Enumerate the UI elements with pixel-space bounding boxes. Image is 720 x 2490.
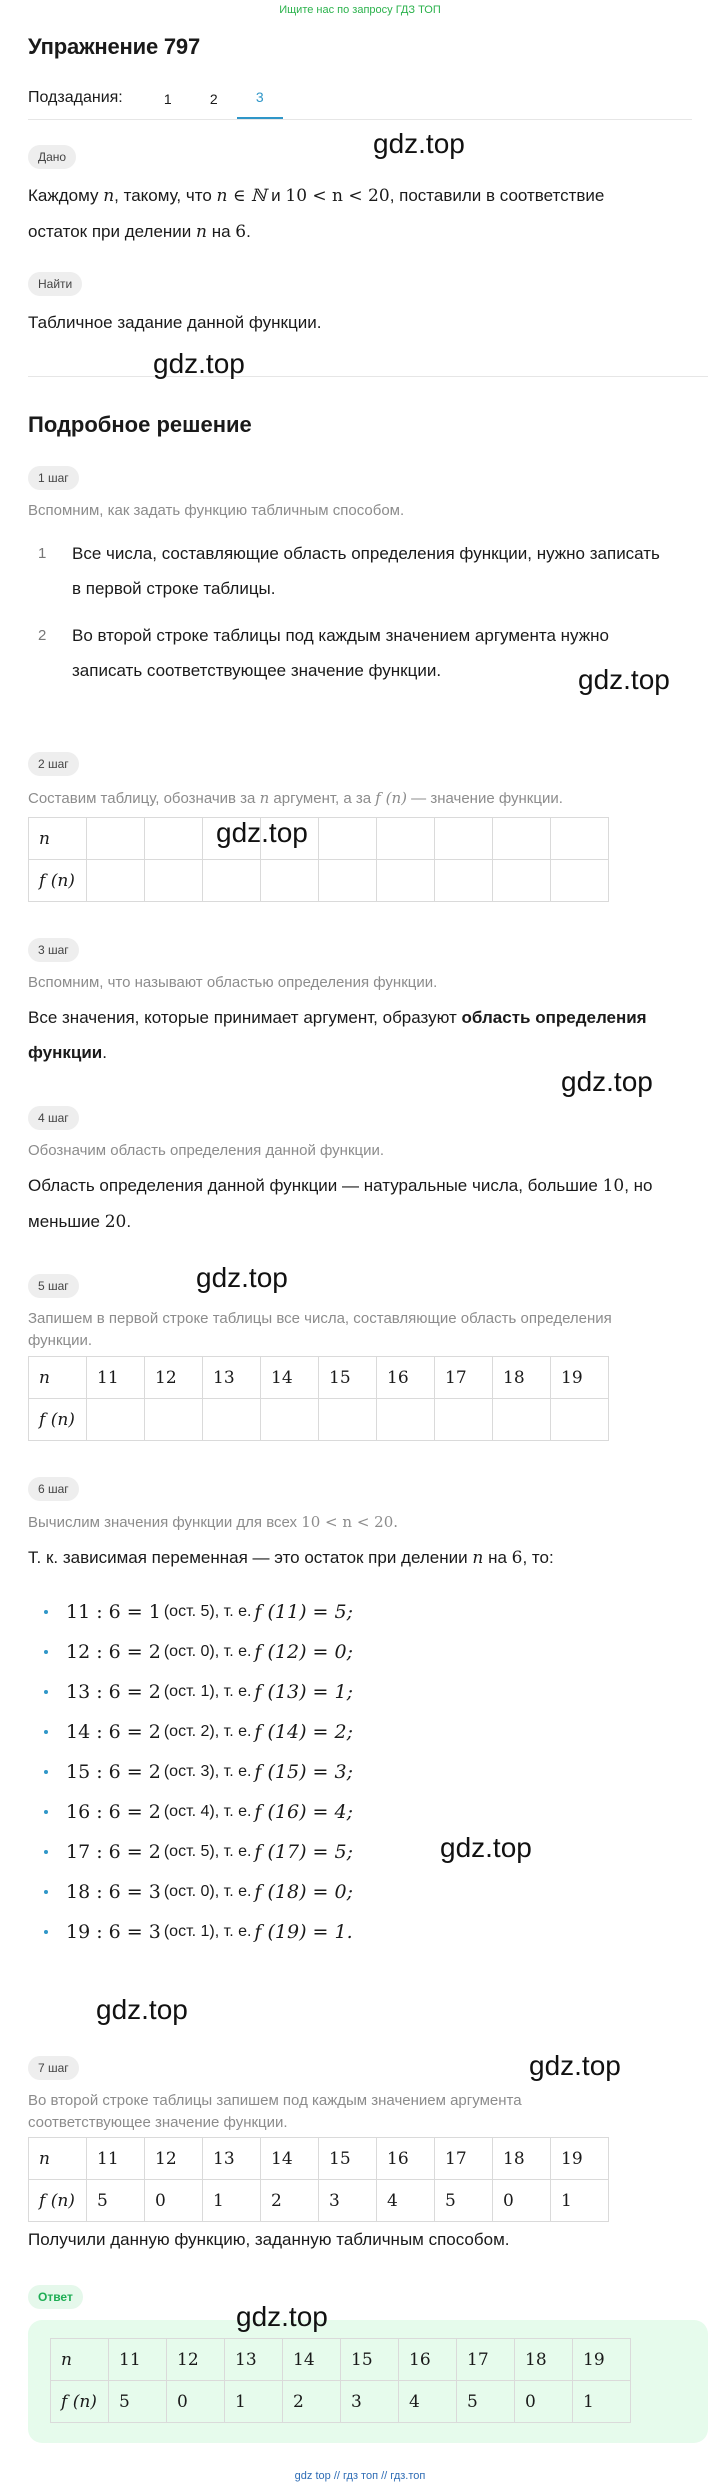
calc-eq: 11 : 6 = 1 xyxy=(66,1601,161,1623)
step4-dot: . xyxy=(126,1212,132,1231)
table-row xyxy=(29,1357,609,1399)
calc-rem: (ост. 0), т. е. xyxy=(163,1883,252,1900)
watermark: gdz.top xyxy=(578,664,670,695)
table-cell: 11 xyxy=(87,1357,145,1399)
table-cell: 19 xyxy=(551,1357,609,1399)
calc-rem: (ост. 0), т. е. xyxy=(163,1643,252,1660)
calc-rem: (ост. 5), т. е. xyxy=(163,1843,252,1860)
calc-res-text: f (18) = 0; xyxy=(254,1881,353,1903)
footer-sep: // xyxy=(333,2470,340,2482)
table-cell: 13 xyxy=(203,2138,261,2180)
calc-eq: 18 : 6 = 3 xyxy=(66,1881,161,1903)
table-cell: 15 xyxy=(319,2138,377,2180)
bullet-dot xyxy=(44,1610,48,1614)
bullet-dot xyxy=(44,1650,48,1654)
list-item-line1: Все числа, составляющие область определения функции, нужно записать xyxy=(72,544,660,563)
step4-muted: Обозначим область определения данной функции. xyxy=(28,1142,385,1159)
calc-res xyxy=(254,1881,353,1903)
table-cell: 1 xyxy=(573,2381,631,2423)
given-n: n xyxy=(103,186,115,206)
step3-bold1: область определения xyxy=(461,1008,647,1027)
table-cell: 18 xyxy=(515,2339,573,2381)
empty-table xyxy=(28,817,609,902)
tab-3[interactable]: 3 xyxy=(237,89,283,119)
step7-muted2: соответствующее значение функции. xyxy=(28,2114,288,2131)
step5-muted2: функции. xyxy=(28,1332,93,1349)
calc-eq: 13 : 6 = 2 xyxy=(66,1681,161,1703)
table-cell-fn: f (n) xyxy=(51,2381,109,2423)
bullet-dot xyxy=(44,1810,48,1814)
step7-muted xyxy=(28,2090,708,2134)
watermark: gdz.top xyxy=(153,348,245,379)
watermark: gdz.top xyxy=(529,2050,621,2081)
table-cell: 17 xyxy=(435,2138,493,2180)
list-item-num: 1 xyxy=(38,545,47,562)
list-item xyxy=(28,536,708,606)
given-t2: , такому, что xyxy=(114,186,212,205)
find-text: Табличное задание данной функции. xyxy=(28,313,322,332)
list-item xyxy=(28,1672,353,1712)
step6-six: 6 xyxy=(511,1548,523,1568)
table-cell: 18 xyxy=(493,2138,551,2180)
table-row xyxy=(29,1399,609,1441)
table-row xyxy=(51,2381,631,2423)
given-line2b: на xyxy=(211,222,231,241)
calc-res xyxy=(254,1761,353,1783)
step2-muted-b: аргумент, а за xyxy=(273,790,372,807)
tab-1[interactable]: 1 xyxy=(163,91,172,107)
calc-eq: 19 : 6 = 3 xyxy=(66,1921,161,1943)
divider xyxy=(28,376,708,377)
calc-rem: (ост. 5), т. е. xyxy=(163,1603,252,1620)
step6-muted-math: 10 < n < 20. xyxy=(301,1513,399,1531)
table-row xyxy=(29,860,609,902)
subtasks-label: Подзадания: xyxy=(28,89,123,106)
table-cell: 13 xyxy=(203,1357,261,1399)
list-item xyxy=(28,1832,353,1872)
calc-rem: (ост. 1), т. е. xyxy=(163,1683,252,1700)
bullet-dot xyxy=(44,1890,48,1894)
given-line2a: остаток при делении xyxy=(28,222,192,241)
find-pill: Найти xyxy=(28,272,82,296)
table-row xyxy=(29,2180,609,2222)
bullet-dot xyxy=(44,1930,48,1934)
footer xyxy=(0,2470,720,2482)
table-cell: 11 xyxy=(109,2339,167,2381)
step5-muted1: Запишем в первой строке таблицы все числа, составляющие область определения xyxy=(28,1310,612,1327)
table-cell: 16 xyxy=(377,2138,435,2180)
find-section xyxy=(28,272,82,296)
watermark: gdz.top xyxy=(561,1066,653,1097)
table-cell: 16 xyxy=(399,2339,457,2381)
args-table xyxy=(28,1356,609,1441)
list-item xyxy=(28,1752,353,1792)
footer-link-b[interactable]: гдз топ xyxy=(343,2470,379,2482)
table-cell: 4 xyxy=(377,2180,435,2222)
step6-t3: , то: xyxy=(522,1548,554,1567)
step7-text: Получили данную функцию, заданную табличным способом. xyxy=(28,2230,510,2249)
table-cell: 13 xyxy=(225,2339,283,2381)
table-cell: 0 xyxy=(515,2381,573,2423)
table-cell: 12 xyxy=(145,2138,203,2180)
footer-sep: // xyxy=(381,2470,388,2482)
solution-title: Подробное решение xyxy=(28,412,252,437)
table-row xyxy=(51,2339,631,2381)
list-item-line1: Во второй строке таблицы под каждым значением аргумента нужно xyxy=(72,626,609,645)
table-row xyxy=(29,818,609,860)
table-cell: 12 xyxy=(145,1357,203,1399)
table-cell: 15 xyxy=(319,1357,377,1399)
step2-muted-c: — значение функции. xyxy=(411,790,563,807)
table-cell: 0 xyxy=(493,2180,551,2222)
step3-muted: Вспомним, что называют областью определения функции. xyxy=(28,974,438,991)
step6-n: n xyxy=(472,1548,484,1568)
table-cell: 14 xyxy=(283,2339,341,2381)
given-cond: n ∈ ℕ xyxy=(216,186,267,206)
result-table xyxy=(28,2137,609,2222)
step7-muted1: Во второй строке таблицы запишем под каждым значением аргумента xyxy=(28,2092,522,2109)
step6-muted xyxy=(28,1511,398,1534)
step4-t1: Область определения данной функции — натуральные числа, большие xyxy=(28,1176,598,1195)
step6-pill: 6 шаг xyxy=(28,1477,79,1501)
calc-eq: 12 : 6 = 2 xyxy=(66,1641,161,1663)
given-and: и xyxy=(271,186,281,205)
calc-res xyxy=(254,1681,353,1703)
list-item-line2: записать соответствующее значение функции. xyxy=(72,661,442,680)
list-item xyxy=(28,1712,353,1752)
bullet-dot xyxy=(44,1770,48,1774)
step2-pill: 2 шаг xyxy=(28,752,79,776)
step3-text xyxy=(28,1000,708,1070)
table-cell-n: n xyxy=(29,818,87,860)
table-cell: 1 xyxy=(551,2180,609,2222)
watermark: gdz.top xyxy=(96,1994,188,2025)
given-pill: Дано xyxy=(28,145,76,169)
calc-res-text: f (17) = 5; xyxy=(254,1841,353,1863)
calc-res xyxy=(254,1841,353,1863)
step6-text xyxy=(28,1540,554,1576)
step6-t2: на xyxy=(488,1548,507,1567)
step1-pill: 1 шаг xyxy=(28,466,79,490)
step4-comma: , но xyxy=(624,1176,653,1195)
table-cell: 14 xyxy=(261,2138,319,2180)
calc-res xyxy=(254,1801,353,1823)
table-cell-fn: f (n) xyxy=(29,1399,87,1441)
step2-fn: f (n) xyxy=(375,789,407,807)
calc-res-text: f (16) = 4; xyxy=(254,1801,353,1823)
step4-twenty: 20 xyxy=(104,1212,127,1232)
step4-ten: 10 xyxy=(602,1176,625,1196)
bullet-dot xyxy=(44,1850,48,1854)
list-item xyxy=(28,1912,353,1952)
watermark: gdz.top xyxy=(216,817,308,848)
table-cell: 12 xyxy=(167,2339,225,2381)
calc-res-text: f (15) = 3; xyxy=(254,1761,353,1783)
step3-t1: Все значения, которые принимает аргумент, образуют xyxy=(28,1008,457,1027)
step1-muted: Вспомним, как задать функцию табличным способом. xyxy=(28,502,405,519)
table-cell: 17 xyxy=(435,1357,493,1399)
table-cell: 0 xyxy=(167,2381,225,2423)
table-cell-n: n xyxy=(29,1357,87,1399)
calc-rem: (ост. 3), т. е. xyxy=(163,1763,252,1780)
given-cond2: 10 < n < 20 xyxy=(285,186,390,206)
step4-pill: 4 шаг xyxy=(28,1106,79,1130)
list-item xyxy=(28,1792,353,1832)
table-cell: 4 xyxy=(399,2381,457,2423)
subtasks-bar xyxy=(28,80,692,120)
page-title: Упражнение 797 xyxy=(28,34,200,59)
given-t1: Каждому xyxy=(28,186,99,205)
calc-res xyxy=(254,1921,352,1943)
given-six: 6 xyxy=(235,222,247,242)
given-t3: , поставили в соответствие xyxy=(389,186,605,205)
answer-pill: Ответ xyxy=(28,2285,83,2309)
table-cell: 5 xyxy=(109,2381,167,2423)
calc-rem: (ост. 1), т. е. xyxy=(163,1923,252,1940)
step4-text xyxy=(28,1168,708,1240)
table-row xyxy=(29,2138,609,2180)
calc-res xyxy=(254,1601,353,1623)
table-cell: 5 xyxy=(87,2180,145,2222)
calc-list xyxy=(28,1592,353,1952)
calc-res-text: f (11) = 5; xyxy=(254,1601,353,1623)
answer-table xyxy=(50,2338,631,2423)
bullet-dot xyxy=(44,1730,48,1734)
calc-eq: 17 : 6 = 2 xyxy=(66,1841,161,1863)
step5-muted xyxy=(28,1308,708,1352)
table-cell: 5 xyxy=(435,2180,493,2222)
list-item xyxy=(28,1632,353,1672)
step5-pill: 5 шаг xyxy=(28,1274,79,1298)
table-cell: 1 xyxy=(203,2180,261,2222)
table-cell: 11 xyxy=(87,2138,145,2180)
calc-res xyxy=(254,1721,353,1743)
calc-eq: 15 : 6 = 2 xyxy=(66,1761,161,1783)
step3-end: . xyxy=(102,1043,107,1062)
step2-n: n xyxy=(259,789,270,807)
step3-pill: 3 шаг xyxy=(28,938,79,962)
bullet-dot xyxy=(44,1690,48,1694)
top-banner[interactable]: Ищите нас по запросу ГДЗ ТОП xyxy=(279,4,441,16)
given-section xyxy=(28,145,76,169)
table-cell: 2 xyxy=(283,2381,341,2423)
list-item-num: 2 xyxy=(38,627,47,644)
footer-link-a[interactable]: gdz top xyxy=(294,2470,331,2482)
table-cell: 18 xyxy=(493,1357,551,1399)
given-text xyxy=(28,178,698,250)
table-cell-n: n xyxy=(51,2339,109,2381)
calc-res-text: f (19) = 1. xyxy=(254,1921,353,1943)
list-item-line2: в первой строке таблицы. xyxy=(72,579,276,598)
table-cell: 17 xyxy=(457,2339,515,2381)
step2-muted xyxy=(28,787,563,810)
tab-2[interactable]: 2 xyxy=(209,91,218,107)
watermark: gdz.top xyxy=(236,2301,328,2332)
given-dot: . xyxy=(246,222,251,241)
table-cell: 3 xyxy=(341,2381,399,2423)
step3-bold2: функции xyxy=(28,1043,103,1062)
answer-box xyxy=(28,2320,708,2443)
table-cell: 0 xyxy=(145,2180,203,2222)
calc-eq: 14 : 6 = 2 xyxy=(66,1721,161,1743)
footer-link-c[interactable]: гдз.топ xyxy=(390,2470,426,2482)
watermark: gdz.top xyxy=(440,1832,532,1863)
calc-res-text: f (13) = 1; xyxy=(254,1681,353,1703)
table-cell: 19 xyxy=(551,2138,609,2180)
calc-rem: (ост. 2), т. е. xyxy=(163,1723,252,1740)
calc-res-text: f (12) = 0; xyxy=(254,1641,353,1663)
table-cell: 15 xyxy=(341,2339,399,2381)
calc-rem: (ост. 4), т. е. xyxy=(163,1803,252,1820)
table-cell-fn: f (n) xyxy=(29,860,87,902)
list-item xyxy=(28,1592,353,1632)
table-cell: 3 xyxy=(319,2180,377,2222)
step6-muted-text: Вычислим значения функции для всех xyxy=(28,1514,298,1531)
given-n2: n xyxy=(196,222,207,242)
step2-muted-a: Составим таблицу, обозначив за xyxy=(28,790,256,807)
table-cell: 14 xyxy=(261,1357,319,1399)
calc-eq: 16 : 6 = 2 xyxy=(66,1801,161,1823)
list-item xyxy=(28,1872,353,1912)
table-cell: 2 xyxy=(261,2180,319,2222)
calc-res xyxy=(254,1641,353,1663)
table-cell: 19 xyxy=(573,2339,631,2381)
step6-t1: Т. к. зависимая переменная — это остаток при делении xyxy=(28,1548,468,1567)
calc-res-text: f (14) = 2; xyxy=(254,1721,353,1743)
table-cell-n: n xyxy=(29,2138,87,2180)
watermark: gdz.top xyxy=(196,1262,288,1293)
table-cell-fn: f (n) xyxy=(29,2180,87,2222)
table-cell: 16 xyxy=(377,1357,435,1399)
step7-pill: 7 шаг xyxy=(28,2056,79,2080)
watermark: gdz.top xyxy=(373,128,465,159)
table-cell: 1 xyxy=(225,2381,283,2423)
table-cell: 5 xyxy=(457,2381,515,2423)
step4-t2: меньшие xyxy=(28,1212,100,1231)
